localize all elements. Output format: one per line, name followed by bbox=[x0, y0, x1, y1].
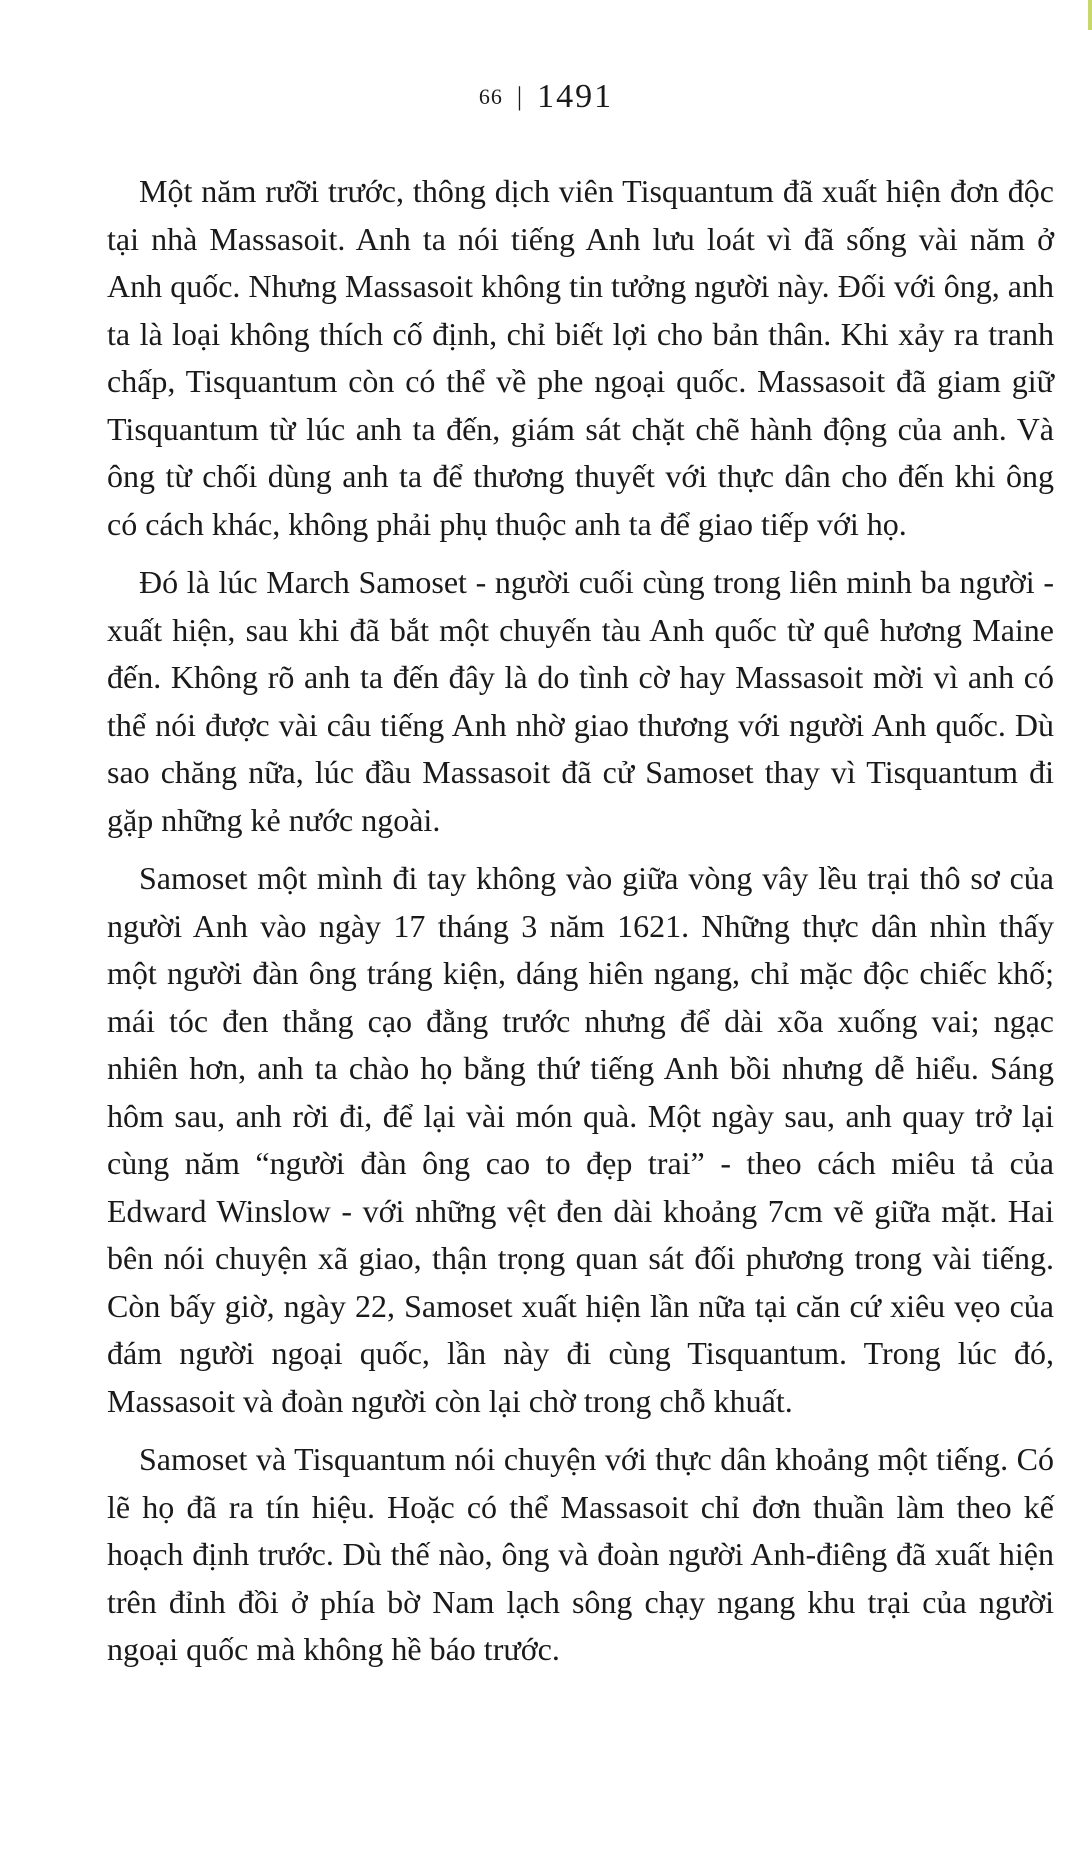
paragraph-1: Một năm rưỡi trước, thông dịch viên Tisquantum đã xuất hiện đơn độc tại nhà Massasoit. Anh ta nói tiếng Anh lưu loát vì đã sống vài năm ở Anh quốc. Nhưng Massasoit không tin tưởng người này. Đối với ông, anh ta là loại không thích cố định, chỉ biết lợi cho bản thân. Khi xảy ra tranh chấp, Tisquantum còn có thể về phe ngoại quốc. Massasoit đã giam giữ Tisquantum từ lúc anh ta đến, giám sát chặt chẽ hành động của anh. Và ông từ chối dùng anh ta để thương thuyết với thực dân cho đến khi ông có cách khác, không phải phụ thuộc anh ta để giao tiếp với họ. bbox=[107, 173, 1054, 542]
page-number: 66 bbox=[478, 84, 503, 109]
paragraph-2: Đó là lúc March Samoset - người cuối cùng trong liên minh ba người - xuất hiện, sau khi đã bắt một chuyến tàu Anh quốc từ quê hương Maine đến. Không rõ anh ta đến đây là do tình cờ hay Massasoit mời vì anh có thể nói được vài câu tiếng Anh nhờ giao thương với người Anh quốc. Dù sao chăng nữa, lúc đầu Massasoit đã cử Samoset thay vì Tisquantum đi gặp những kẻ nước ngoài. bbox=[107, 564, 1054, 838]
page-edge-mark bbox=[1088, 0, 1092, 30]
paragraph-4: Samoset và Tisquantum nói chuyện với thực dân khoảng một tiếng. Có lẽ họ đã ra tín hiệu. Hoặc có thể Massasoit chỉ đơn thuần làm theo kế hoạch định trước. Dù thế nào, ông và đoàn người Anh-điêng đã xuất hiện trên đỉnh đồi ở phía bờ Nam lạch sông chạy ngang khu trại của người ngoại quốc mà không hề báo trước. bbox=[107, 1441, 1054, 1667]
paragraph-3: Samoset một mình đi tay không vào giữa vòng vây lều trại thô sơ của người Anh vào ngày 17 tháng 3 năm 1621. Những thực dân nhìn thấy một người đàn ông tráng kiện, dáng hiên ngang, chỉ mặc độc chiếc khố; mái tóc đen thẳng cạo đằng trước nhưng để dài xõa xuống vai; ngạc nhiên hơn, anh ta chào họ bằng thứ tiếng Anh bồi nhưng dễ hiểu. Sáng hôm sau, anh rời đi, để lại vài món quà. Một ngày sau, anh quay trở lại cùng năm “người đàn ông cao to đẹp trai” - theo cách miêu tả của Edward Winslow - với những vệt đen dài khoảng 7cm vẽ giữa mặt. Hai bên nói chuyện xã giao, thận trọng quan sát đối phương trong vài tiếng. Còn bấy giờ, ngày 22, Samoset xuất hiện lần nữa tại căn cứ xiêu vẹo của đám người ngoại quốc, lần này đi cùng Tisquantum. Trong lúc đó, Massasoit và đoàn người còn lại chờ trong chỗ khuất. bbox=[107, 860, 1054, 1419]
running-header bbox=[0, 78, 1092, 116]
header-separator: | bbox=[516, 82, 524, 111]
book-title: 1491 bbox=[537, 78, 614, 115]
body-text bbox=[107, 168, 1054, 1685]
